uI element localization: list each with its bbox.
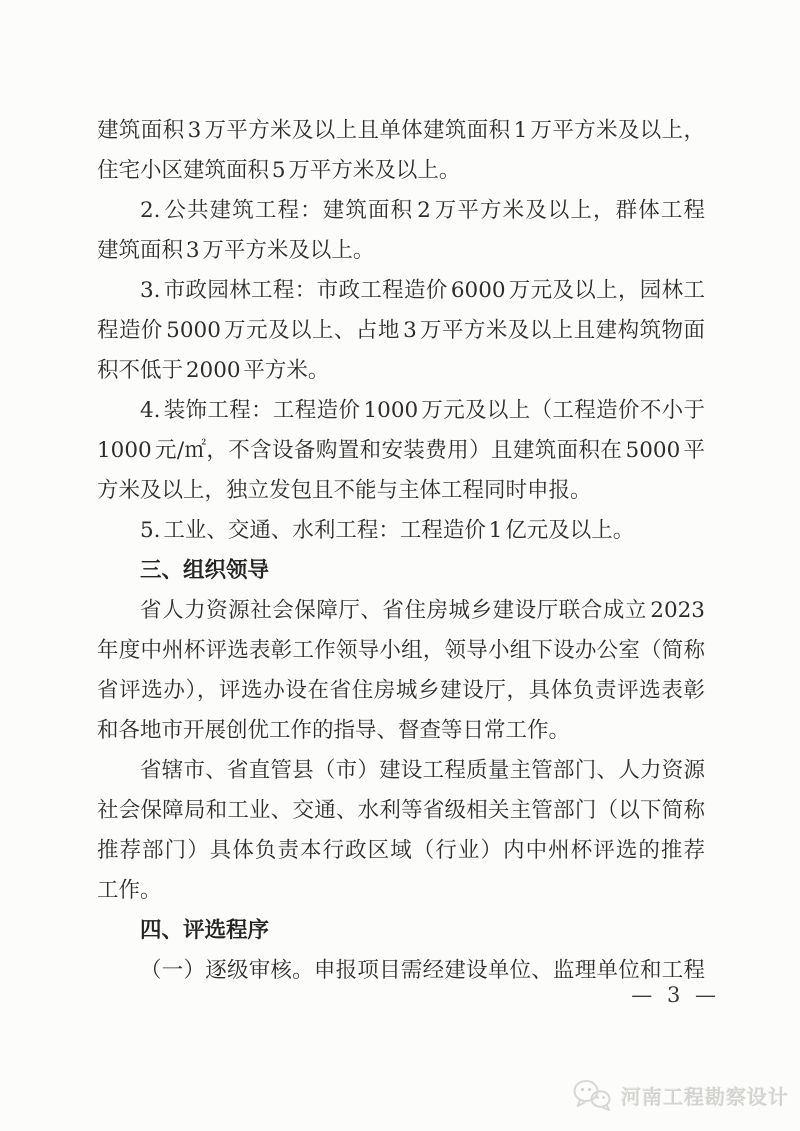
document-line: 程造价 5000 万元及以上、占地 3 万平方米及以上且建构筑物面 (97, 318, 705, 343)
watermark-label: 河南工程勘察设计 (621, 1084, 789, 1109)
document-line: 建筑面积 3 万平方米及以上。 (97, 238, 375, 263)
document-line: 积不低于 2000 平方米。 (97, 358, 330, 383)
document-line: 年度中州杯评选表彰工作领导小组，领导小组下设办公室（简称 (97, 638, 705, 663)
section-heading: 四、评选程序 (140, 918, 270, 943)
page-number: — 3 — (631, 983, 720, 1007)
document-line: （一）逐级审核。申报项目需经建设单位、监理单位和工程 (140, 958, 705, 983)
document-line: 省评选办），评选办设在省住房城乡建设厅，具体负责评选表彰 (97, 678, 705, 703)
document-line: 住宅小区建筑面积 5 万平方米及以上。 (97, 158, 461, 183)
document-line: 省人力资源社会保障厅、省住房城乡建设厅联合成立 2023 (140, 598, 705, 623)
document-line: 工作。 (97, 878, 162, 903)
document-line: 推荐部门）具体负责本行政区域（行业）内中州杯评选的推荐 (97, 838, 705, 863)
document-line: 2. 公共建筑工程：建筑面积 2 万平方米及以上，群体工程 (140, 198, 705, 223)
document-line: 4. 装饰工程：工程造价 1000 万元及以上（工程造价不小于 (140, 398, 705, 423)
document-line: 建筑面积 3 万平方米及以上且单体建筑面积 1 万平方米及以上， (97, 118, 705, 143)
wechat-icon (572, 1078, 612, 1112)
document-line: 1000 元/㎡，不含设备购置和安装费用）且建筑面积在 5000 平 (97, 438, 705, 463)
document-line: 社会保障局和工业、交通、水利等省级相关主管部门（以下简称 (97, 798, 705, 823)
document-line: 省辖市、省直管县（市）建设工程质量主管部门、人力资源 (140, 758, 705, 783)
document-body (97, 111, 705, 991)
watermark (572, 1078, 789, 1112)
document-line: 3. 市政园林工程：市政工程造价 6000 万元及以上，园林工 (140, 278, 705, 303)
section-heading: 三、组织领导 (140, 558, 270, 583)
document-line: 和各地市开展创优工作的指导、督查等日常工作。 (97, 718, 571, 743)
document-line: 方米及以上，独立发包且不能与主体工程同时申报。 (97, 478, 592, 503)
document-line: 5. 工业、交通、水利工程：工程造价 1 亿元及以上。 (140, 518, 635, 543)
